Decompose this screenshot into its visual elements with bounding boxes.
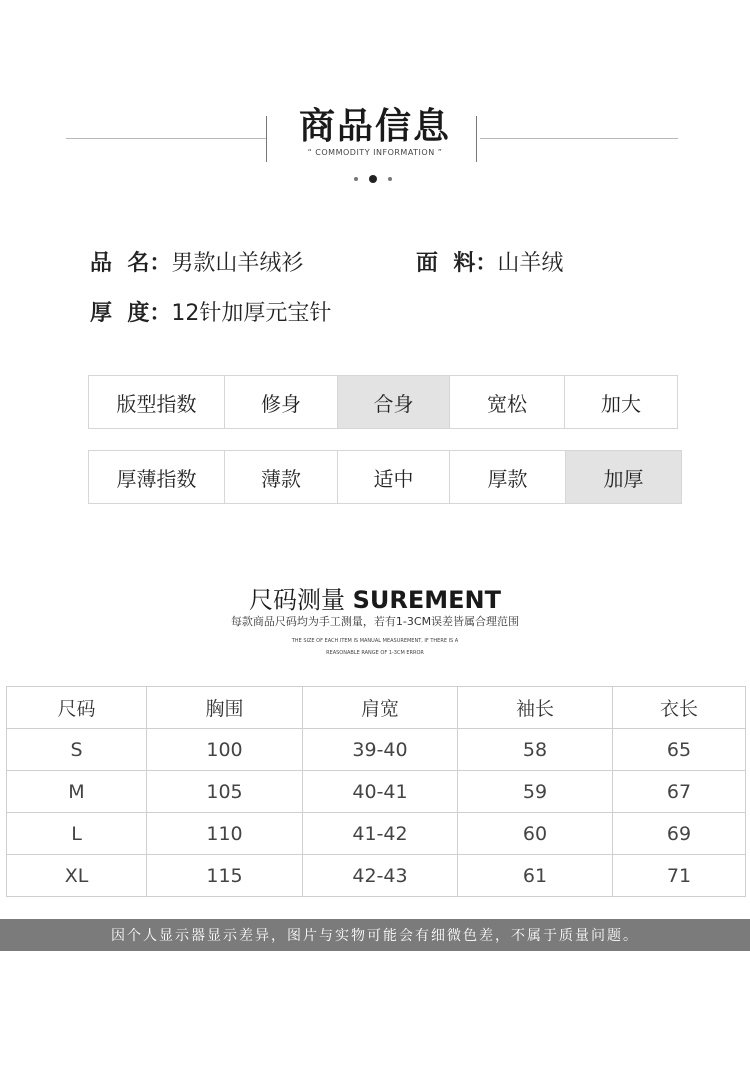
cell-chest: 100 (147, 729, 303, 771)
cell-size: S (7, 729, 147, 771)
cell-chest: 115 (147, 855, 303, 897)
cell-size: L (7, 813, 147, 855)
fit-index-table (88, 375, 678, 429)
thickness-label: 厚 度： (90, 301, 172, 326)
table-row (7, 729, 746, 771)
measurement-title-en: SUREMENT (352, 586, 502, 614)
cell-sleeve: 59 (458, 771, 613, 813)
measurement-note-cn: 每款商品尺码均为手工测量，若有1-3CM误差皆属合理范围 (230, 615, 520, 628)
header-rule-left (66, 138, 266, 139)
cell-chest: 105 (147, 771, 303, 813)
cell-sleeve: 60 (458, 813, 613, 855)
cell-shoulder: 40-41 (303, 771, 458, 813)
table-row (7, 813, 746, 855)
thickness-option-extra-thick: 加厚 (566, 451, 681, 503)
carousel-dot-active (369, 175, 377, 183)
header-chest: 胸围 (147, 687, 303, 729)
header-shoulder: 肩宽 (303, 687, 458, 729)
measurement-note-en-line2: REASONABLE RANGE OF 1-3CM ERROR (326, 650, 424, 656)
page-title: 商品信息 (298, 106, 451, 147)
size-table (6, 686, 746, 897)
cell-shoulder: 41-42 (303, 813, 458, 855)
fit-option-slim: 修身 (225, 376, 338, 428)
carousel-dot-3 (388, 177, 392, 181)
header-rule-right (480, 138, 678, 139)
thickness-option-thin: 薄款 (225, 451, 338, 503)
size-table-header-row (7, 687, 746, 729)
material-label: 面 料： (416, 251, 498, 276)
info-thickness (90, 296, 331, 327)
thickness-index-table (88, 450, 682, 504)
product-name-label: 品 名： (90, 251, 172, 276)
fit-option-loose: 宽松 (450, 376, 565, 428)
cell-size: XL (7, 855, 147, 897)
cell-length: 67 (613, 771, 746, 813)
fit-index-label: 版型指数 (89, 376, 225, 428)
fit-option-oversize: 加大 (601, 391, 641, 416)
table-row (7, 855, 746, 897)
cell-size: M (7, 771, 147, 813)
footer-disclaimer: 因个人显示器显示差异，图片与实物可能会有细微色差，不属于质量问题。 (0, 919, 750, 951)
cell-shoulder: 39-40 (303, 729, 458, 771)
page-subtitle: “ COMMODITY INFORMATION ” (307, 148, 443, 157)
header-sleeve: 袖长 (458, 687, 613, 729)
product-name-value: 男款山羊绒衫 (171, 251, 304, 276)
cell-length: 71 (613, 855, 746, 897)
material-value: 山羊绒 (497, 251, 564, 276)
cell-length: 69 (613, 813, 746, 855)
carousel-dot-1 (354, 177, 358, 181)
info-product-name (90, 246, 303, 277)
header-length: 衣长 (613, 687, 746, 729)
measurement-title-cn: 尺码测量 (248, 586, 345, 614)
thickness-option-medium: 适中 (338, 451, 450, 503)
table-row (7, 771, 746, 813)
cell-length: 65 (613, 729, 746, 771)
thickness-option-thick: 厚款 (450, 451, 566, 503)
cell-sleeve: 61 (458, 855, 613, 897)
header-size: 尺码 (7, 687, 147, 729)
fit-option-regular: 合身 (338, 376, 450, 428)
thickness-value: 12针加厚元宝针 (171, 301, 332, 326)
measurement-title (150, 580, 600, 615)
cell-sleeve: 58 (458, 729, 613, 771)
measurement-note-en-line1: THE SIZE OF EACH ITEM IS MANUAL MEASUREMENT, IF THERE IS A (291, 638, 459, 644)
info-material (416, 246, 563, 277)
thickness-index-label: 厚薄指数 (89, 451, 225, 503)
cell-chest: 110 (147, 813, 303, 855)
cell-shoulder: 42-43 (303, 855, 458, 897)
